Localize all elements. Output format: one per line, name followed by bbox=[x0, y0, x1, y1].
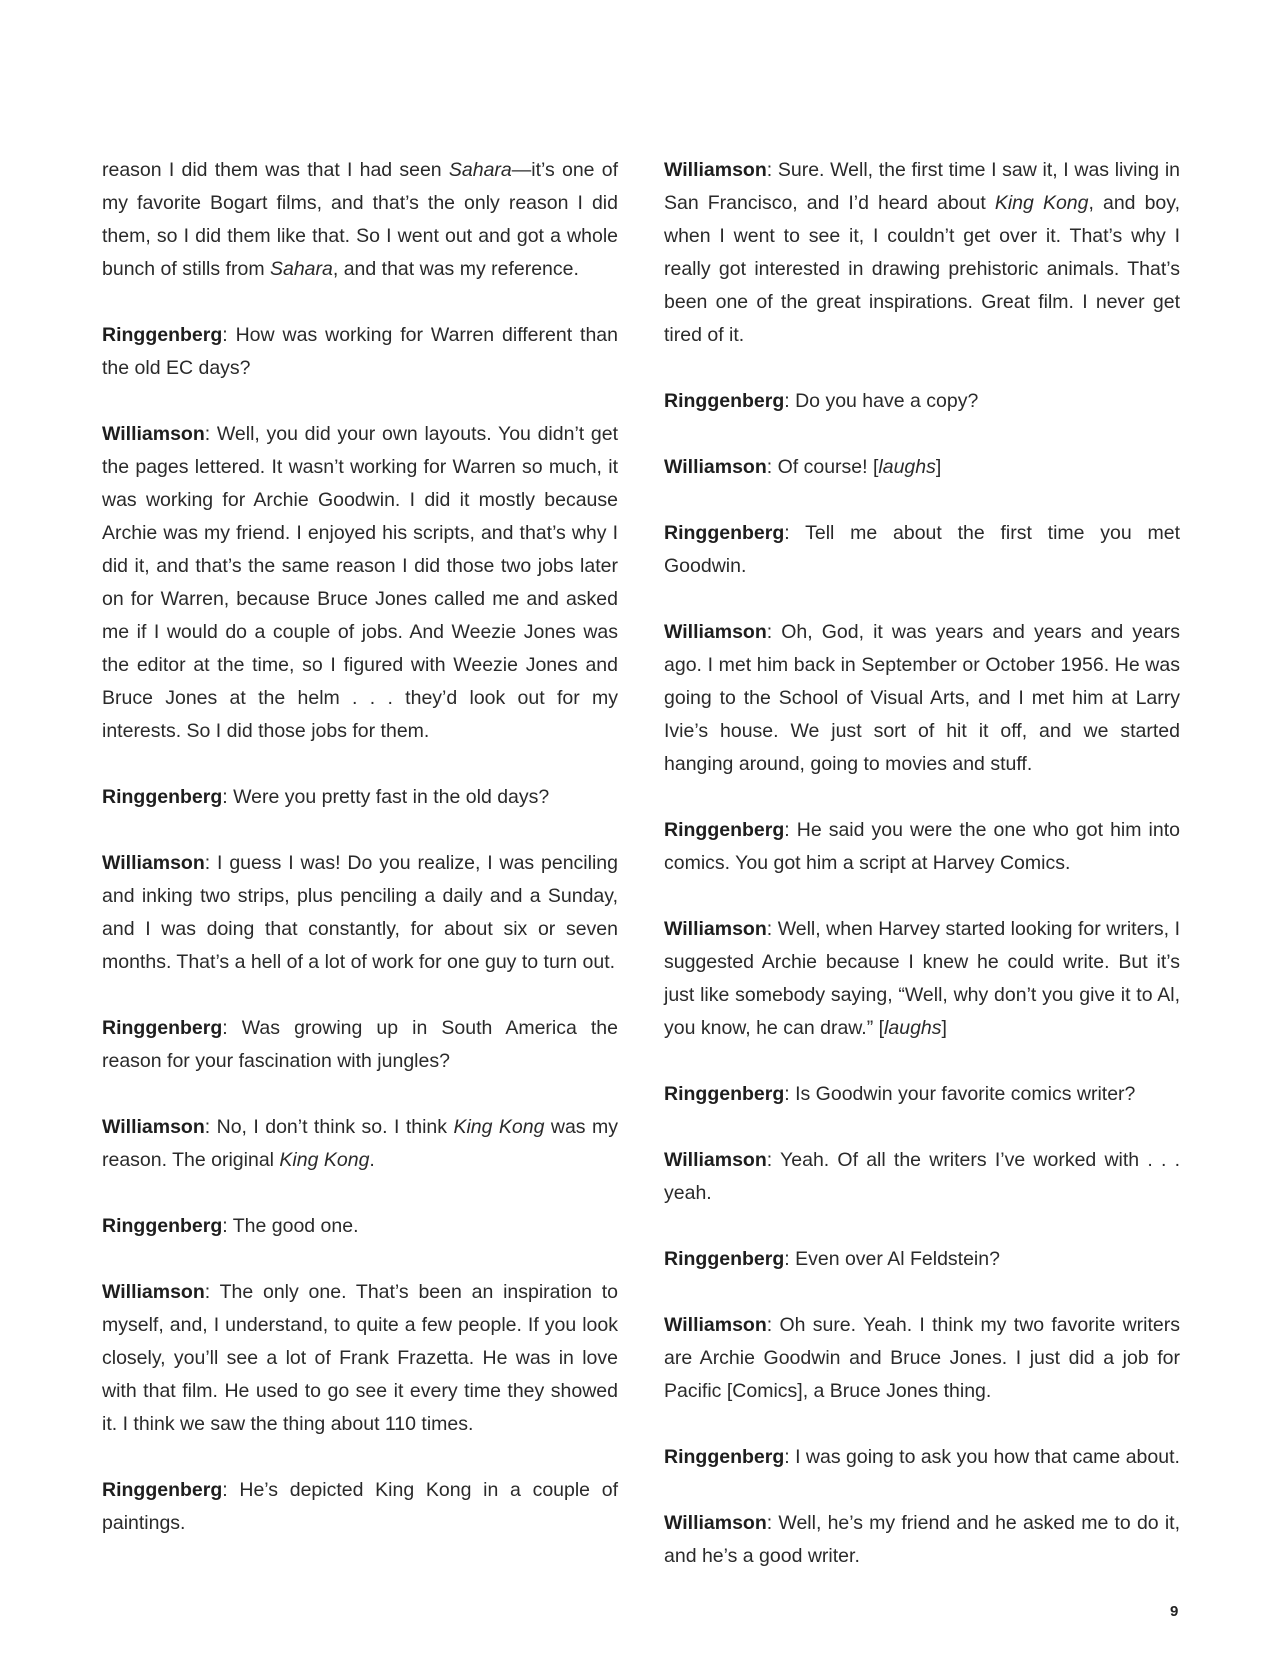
interview-paragraph-williamson: Williamson: The only one. That’s been an inspiration to myself, and, I understand, to quite a few people. If you look closely, you’ll see a lot of Frank Frazetta. He was in love with that film. He used to go see it every time they showed it. I think we saw the thing about 110 times. bbox=[102, 1281, 618, 1435]
interview-paragraph-williamson: Williamson: Well, he’s my friend and he asked me to do it, and he’s a good writer. bbox=[664, 1512, 1180, 1567]
interview-paragraph-williamson: Williamson: No, I don’t think so. I think King Kong was my reason. The original King Kong. bbox=[102, 1116, 618, 1171]
speaker-name: Williamson bbox=[102, 852, 205, 874]
italic-text: laughs bbox=[878, 456, 936, 478]
interview-paragraph-williamson: Williamson: Yeah. Of all the writers I’ve worked with . . . yeah. bbox=[664, 1149, 1181, 1204]
paragraph-text: Well, he’s my friend and he asked me to do it, and he’s a good writer. bbox=[664, 1512, 1180, 1567]
paragraph-text: I was going to ask you how that came about. bbox=[795, 1446, 1180, 1468]
interview-paragraph bbox=[102, 154, 618, 286]
speaker-name: Ringgenberg bbox=[664, 1083, 785, 1105]
interview-paragraph-williamson: Williamson: Oh, God, it was years and years and years ago. I met him back in September or October 1956. He was going to the School of Visual Arts, and I met him at Larry Ivie’s house. We just sort of hit it off, and we started hanging around, going to movies and stuff. bbox=[664, 621, 1180, 775]
interview-paragraph-williamson: Williamson: Well, when Harvey started looking for writers, I suggested Archie because I knew he could write. But it’s just like somebody saying, “Well, why don’t you give it to Al, you know, he can draw.” [laughs] bbox=[664, 918, 1180, 1039]
interview-paragraph-ringgenberg: Ringgenberg: The good one. bbox=[102, 1215, 359, 1237]
interview-paragraph-ringgenberg: Ringgenberg: Was growing up in South America the reason for your fascination with jungles? bbox=[102, 1017, 618, 1072]
interview-paragraph-ringgenberg: Ringgenberg: Even over Al Feldstein? bbox=[664, 1248, 1000, 1270]
speaker-name: Williamson bbox=[664, 1314, 767, 1336]
speaker-name: Ringgenberg bbox=[102, 1017, 223, 1039]
paragraph-text: Is Goodwin your favorite comics writer? bbox=[795, 1083, 1136, 1105]
paragraph-text: Well, you did your own layouts. You didn’t get the pages lettered. It wasn’t working for Warren so much, it was working for Archie Goodwin. I did it mostly because Archie was my friend. I enjoyed his scripts, and that’s why I did it, and that’s the same reason I did those two jobs later on for Warren, because Bruce Jones called me and asked me if I would do a couple of jobs. And Weezie Jones was the editor at the time, so I figured with Weezie Jones and Bruce Jones at the helm . . . they’d look out for my interests. So I did those jobs for them. bbox=[102, 423, 618, 742]
speaker-name: Williamson bbox=[664, 1149, 767, 1171]
paragraph-text: How was working for Warren different than the old EC days? bbox=[102, 324, 618, 379]
paragraph-text: The good one. bbox=[232, 1215, 359, 1237]
speaker-name: Ringgenberg bbox=[664, 390, 785, 412]
paragraph-text: Even over Al Feldstein? bbox=[795, 1248, 1000, 1270]
interview-paragraph-ringgenberg: Ringgenberg: I was going to ask you how that came about. bbox=[664, 1446, 1180, 1468]
paragraph-text: He’s depicted King Kong in a couple of paintings. bbox=[102, 1479, 618, 1534]
paragraph-text: ] bbox=[935, 456, 942, 478]
paragraph-text: . bbox=[369, 1149, 375, 1171]
italic-text: King Kong bbox=[453, 1116, 545, 1138]
paragraph-text: He said you were the one who got him into comics. You got him a script at Harvey Comics. bbox=[664, 819, 1180, 874]
speaker-name: Ringgenberg bbox=[102, 324, 223, 346]
paragraph-text: I guess I was! Do you realize, I was penciling and inking two strips, plus penciling a daily and a Sunday, and I was doing that constantly, for about six or seven months. That’s a hell of a lot of work for one guy to turn out. bbox=[102, 852, 618, 973]
interview-paragraph-ringgenberg: Ringgenberg: Tell me about the first time you met Goodwin. bbox=[664, 522, 1181, 577]
page-number: 9 bbox=[1170, 1603, 1179, 1620]
speaker-name: Williamson bbox=[664, 918, 767, 940]
speaker-name: Ringgenberg bbox=[664, 1446, 785, 1468]
paragraph-text: reason I did them was that I had seen bbox=[102, 159, 449, 181]
speaker-name: Ringgenberg bbox=[664, 522, 785, 544]
italic-text: King Kong bbox=[994, 192, 1089, 214]
speaker-name: Williamson bbox=[664, 1512, 767, 1534]
paragraph-text: was my reason. The original bbox=[102, 1116, 618, 1171]
right-column bbox=[664, 154, 1180, 1573]
paragraph-text: The only one. That’s been an inspiration to myself, and, I understand, to quite a few people. If you look closely, you’ll see a lot of Frank Frazetta. He was in love with that film. He used to go see it every time they showed it. I think we saw the thing about 110 times. bbox=[102, 1281, 618, 1435]
speaker-name: Ringgenberg bbox=[664, 1248, 785, 1270]
paragraph-text: , and boy, when I went to see it, I couldn’t get over it. That’s why I really got interested in drawing prehistoric animals. That’s been one of the great inspirations. Great film. I never get tired of it. bbox=[664, 192, 1180, 346]
left-column bbox=[102, 154, 618, 1540]
paragraph-text: Was growing up in South America the reason for your fascination with jungles? bbox=[102, 1017, 618, 1072]
paragraph-text: No, I don’t think so. I think bbox=[216, 1116, 454, 1138]
interview-paragraph-ringgenberg: Ringgenberg: Do you have a copy? bbox=[664, 390, 979, 412]
paragraph-text: Oh, God, it was years and years and years ago. I met him back in September or October 1956. He was going to the School of Visual Arts, and I met him at Larry Ivie’s house. We just sort of hit it off, and we started hanging around, going to movies and stuff. bbox=[664, 621, 1180, 775]
paragraph-text: ] bbox=[941, 1017, 947, 1039]
paragraph-text: Well, when Harvey started looking for writers, I suggested Archie because I knew he could write. But it’s just like somebody saying, “Well, why don’t you give it to Al, you know, he can draw.” [ bbox=[664, 918, 1180, 1039]
paragraph-text: , and that was my reference. bbox=[332, 258, 579, 280]
interview-paragraph-williamson: Williamson: I guess I was! Do you realize, I was penciling and inking two strips, plus penciling a daily and a Sunday, and I was doing that constantly, for about six or seven months. That’s a hell of a lot of work for one guy to turn out. bbox=[102, 852, 618, 973]
interview-paragraph-ringgenberg: Ringgenberg: He’s depicted King Kong in a couple of paintings. bbox=[102, 1479, 618, 1534]
italic-text: Sahara bbox=[269, 258, 333, 280]
italic-text: laughs bbox=[884, 1017, 942, 1039]
paragraph-text: —it’s one of my favorite Bogart films, and that’s the only reason I did them, so I did them like that. So I went out and got a whole bunch of stills from bbox=[102, 159, 618, 280]
speaker-name: Williamson bbox=[664, 621, 767, 643]
interview-paragraph-ringgenberg: Ringgenberg: He said you were the one who got him into comics. You got him a script at Harvey Comics. bbox=[664, 819, 1180, 874]
paragraph-text: Tell me about the first time you met Goodwin. bbox=[664, 522, 1181, 577]
paragraph-text: Of course! [ bbox=[777, 456, 879, 478]
speaker-name: Williamson bbox=[102, 1116, 205, 1138]
speaker-name: Ringgenberg bbox=[664, 819, 785, 841]
speaker-name: Ringgenberg bbox=[102, 786, 223, 808]
interview-paragraph-williamson: Williamson: Of course! [laughs] bbox=[664, 456, 942, 478]
interview-paragraph-williamson: Williamson: Oh sure. Yeah. I think my two favorite writers are Archie Goodwin and Bruce Jones. I just did a job for Pacific [Comics], a Bruce Jones thing. bbox=[664, 1314, 1180, 1402]
italic-text: King Kong bbox=[279, 1149, 370, 1171]
interview-paragraph-ringgenberg: Ringgenberg: Is Goodwin your favorite comics writer? bbox=[664, 1083, 1136, 1105]
paragraph-text: Do you have a copy? bbox=[795, 390, 979, 412]
paragraph-text: Were you pretty fast in the old days? bbox=[233, 786, 550, 808]
interview-paragraph-ringgenberg: Ringgenberg: How was working for Warren different than the old EC days? bbox=[102, 324, 618, 379]
speaker-name: Ringgenberg bbox=[102, 1479, 223, 1501]
paragraph-text: Sure. Well, the first time I saw it, I was living in San Francisco, and I’d heard about bbox=[664, 159, 1180, 214]
interview-paragraph-williamson: Williamson: Well, you did your own layouts. You didn’t get the pages lettered. It wasn’t working for Warren so much, it was working for Archie Goodwin. I did it mostly because Archie was my friend. I enjoyed his scripts, and that’s why I did it, and that’s the same reason I did those two jobs later on for Warren, because Bruce Jones called me and asked me if I would do a couple of jobs. And Weezie Jones was the editor at the time, so I figured with Weezie Jones and Bruce Jones at the helm . . . they’d look out for my interests. So I did those jobs for them. bbox=[102, 423, 618, 742]
speaker-name: Williamson bbox=[102, 1281, 205, 1303]
paragraph-text: Yeah. Of all the writers I’ve worked with . . . yeah. bbox=[664, 1149, 1181, 1204]
interview-paragraph-ringgenberg: Ringgenberg: Were you pretty fast in the old days? bbox=[102, 786, 550, 808]
speaker-name: Williamson bbox=[664, 456, 767, 478]
speaker-name: Williamson bbox=[102, 423, 205, 445]
paragraph-text: Oh sure. Yeah. I think my two favorite writers are Archie Goodwin and Bruce Jones. I just did a job for Pacific [Comics], a Bruce Jones thing. bbox=[664, 1314, 1180, 1402]
interview-paragraph-williamson: Williamson: Sure. Well, the first time I saw it, I was living in San Francisco, and I’d heard about King Kong, and boy, when I went to see it, I couldn’t get over it. That’s why I really got interested in drawing prehistoric animals. That’s been one of the great inspirations. Great film. I never get tired of it. bbox=[664, 159, 1180, 346]
italic-text: Sahara bbox=[448, 159, 512, 181]
speaker-name: Williamson bbox=[664, 159, 767, 181]
speaker-name: Ringgenberg bbox=[102, 1215, 223, 1237]
